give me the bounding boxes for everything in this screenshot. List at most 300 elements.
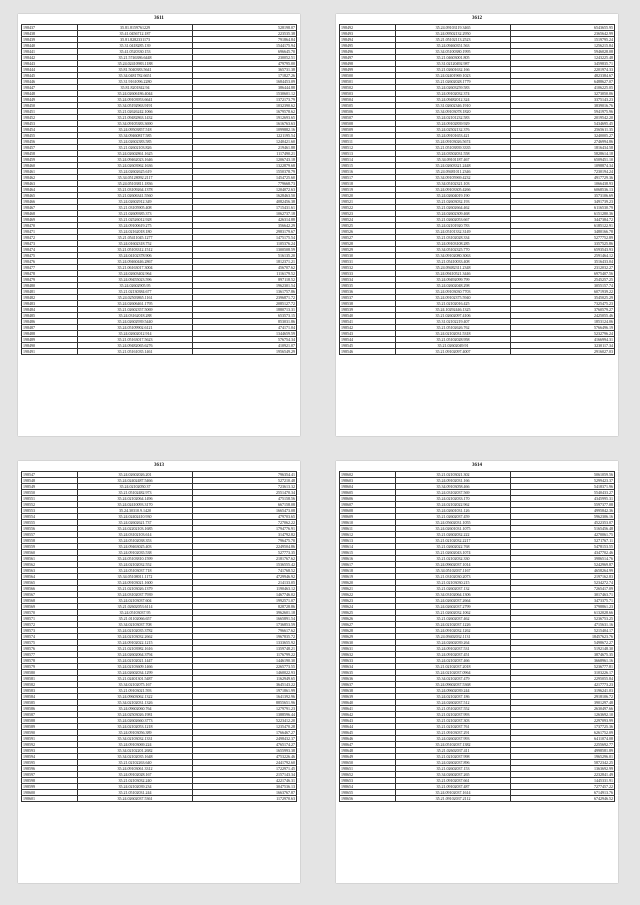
value-cell: 4217773.23 [510, 682, 614, 688]
value-cell: 3375143.23 [510, 97, 614, 103]
coordinate-cell: 35.34.02102037.479 [396, 676, 511, 682]
row-id-cell: 198570 [22, 610, 78, 616]
coordinate-cell: 35.21.05411045.1277 [78, 235, 193, 241]
row-id-cell: 198513 [340, 151, 396, 157]
coordinate-cell: 35.21.02602097.4106 [396, 313, 511, 319]
row-id-cell: 198525 [340, 223, 396, 229]
row-id-cell: 198608 [340, 508, 396, 514]
coordinate-table [339, 24, 615, 355]
row-id-cell: 198470 [22, 223, 78, 229]
row-id-cell: 198586 [22, 706, 78, 712]
value-cell: 1475175.54 [192, 235, 296, 241]
value-cell: 1300508.59 [192, 247, 296, 253]
coordinate-cell: 35.24.02202103.1685 [78, 526, 193, 532]
coordinate-cell: 35.24.02102039.234 [78, 784, 193, 790]
coordinate-cell: 35.21.02401301.5487 [78, 676, 193, 682]
row-id-cell: 198651 [340, 766, 396, 772]
value-cell: 6068536.13 [510, 187, 614, 193]
row-id-cell: 198506 [340, 109, 396, 115]
row-id-cell: 198517 [340, 175, 396, 181]
row-id-cell: 198448 [22, 91, 78, 97]
row-id-cell: 198574 [22, 634, 78, 640]
value-cell: 1256215.84 [510, 43, 614, 49]
value-cell: 576754.34 [192, 337, 296, 343]
page-sheet-3613 [18, 461, 300, 883]
row-id-cell: 198549 [22, 484, 78, 490]
row-id-cell: 198527 [340, 235, 396, 241]
coordinate-cell: 35.24.02602037.5361 [78, 796, 193, 802]
value-cell: 3017463.71 [510, 592, 614, 598]
coordinate-cell: 35.24.02602026.201 [78, 472, 193, 478]
row-id-cell: 198475 [22, 253, 78, 259]
value-cell: 223535.38 [192, 31, 296, 37]
value-cell: 2019542.20 [510, 115, 614, 121]
coordinate-cell: 35.21.02102263.640 [78, 760, 193, 766]
value-cell: 6714913.76 [510, 790, 614, 796]
row-id-cell: 198578 [22, 658, 78, 664]
coordinate-cell: 35.21.05102626.762 [396, 325, 511, 331]
value-cell: 171827.26 [192, 73, 296, 79]
value-cell: 5828614.18 [510, 151, 614, 157]
row-id-cell: 198656 [340, 796, 396, 802]
row-id-cell: 198447 [22, 85, 78, 91]
coordinate-cell: 35.34.0481782.6651 [78, 73, 193, 79]
value-cell: 2425055.46 [510, 313, 614, 319]
coordinate-cell: 35.24.05103810.1599 [78, 556, 193, 562]
row-id-cell: 198496 [340, 49, 396, 55]
row-id-cell: 198469 [22, 217, 78, 223]
row-id-cell: 198507 [340, 115, 396, 121]
row-id-cell: 198439 [22, 37, 78, 43]
coordinate-cell: 35.31.02102219.407 [396, 319, 511, 325]
row-id-cell: 198503 [340, 91, 396, 97]
value-cell: 5597377.08 [510, 502, 614, 508]
value-cell: 6261752.09 [510, 730, 614, 736]
row-id-cell: 198591 [22, 736, 78, 742]
value-cell: 4995842.36 [510, 508, 614, 514]
coordinate-cell: 35.34.09102080.3063 [396, 253, 511, 259]
page-title: 3614 [472, 463, 482, 468]
value-cell: 1240421.60 [192, 139, 296, 145]
coordinate-cell: 35.24.02102035.3782 [78, 628, 193, 634]
row-id-cell: 198638 [340, 688, 396, 694]
row-id-cell: 198641 [340, 706, 396, 712]
coordinate-cell: 35.34.05108011.1172 [78, 574, 193, 580]
value-cell: 2441792.60 [192, 760, 296, 766]
page-title: 3612 [472, 16, 482, 21]
coordinate-cell: 35.21.05410033.408 [396, 259, 511, 265]
coordinate-cell: 35.24.02602621.737 [78, 520, 193, 526]
value-cell: 214133.05 [192, 580, 296, 586]
row-id-cell: 198531 [340, 259, 396, 265]
row-id-cell: 198565 [22, 580, 78, 586]
coordinate-cell: 35.21.05102037.552 [396, 706, 511, 712]
coordinate-cell: 35.21.02602037.459 [396, 514, 511, 520]
coordinate-cell: 35.21.02626242.1066 [78, 109, 193, 115]
coordinate-table [21, 471, 297, 802]
value-cell: 653573.15 [192, 313, 296, 319]
row-id-cell: 198453 [22, 121, 78, 127]
row-id-cell: 198541 [340, 319, 396, 325]
value-cell: 4658264.99 [510, 568, 614, 574]
coordinate-cell: 35.24.02602037.2799 [396, 604, 511, 610]
row-id-cell: 198621 [340, 586, 396, 592]
value-cell: 6488627.07 [510, 79, 614, 85]
coordinate-cell: 35.21.02602032.1062 [396, 610, 511, 616]
coordinate-cell: 35.24.02602037.896 [396, 760, 511, 766]
row-id-cell: 198512 [340, 145, 396, 151]
value-cell: 1641392.96 [192, 694, 296, 700]
value-cell: 3047536.13 [192, 784, 296, 790]
row-id-cell: 198485 [22, 313, 78, 319]
coordinate-cell: 35.21.02602037.132 [396, 586, 511, 592]
value-cell: 1655993.38 [192, 748, 296, 754]
value-cell: 4917729.36 [510, 175, 614, 181]
value-cell: 3986514.76 [510, 556, 614, 562]
coordinate-cell: 35.24.02102064.1496 [78, 496, 193, 502]
page-sheet-3614 [336, 461, 618, 883]
row-id-cell: 198516 [340, 169, 396, 175]
row-id-cell: 198498 [340, 61, 396, 67]
coordinate-cell: 35.24.04102378.906 [78, 253, 193, 259]
value-cell: 1176799.22 [192, 652, 296, 658]
coordinate-cell: 35.24.02603402.964 [78, 271, 193, 277]
coordinate-cell: 35.21.09102037.487 [396, 784, 511, 790]
coordinate-cell: 35.24.05103037.95 [78, 610, 193, 616]
value-cell: 4270061.75 [510, 532, 614, 538]
value-cell: 1766467.27 [192, 730, 296, 736]
value-cell: 1722971.45 [192, 766, 296, 772]
value-cell: 3230117.34 [510, 343, 614, 349]
value-cell: 2918106.72 [510, 694, 614, 700]
row-id-cell: 198488 [22, 331, 78, 337]
value-cell: 314792.82 [192, 532, 296, 538]
row-id-cell: 198627 [340, 622, 396, 628]
coordinate-cell: 35.81.8159761229 [78, 25, 193, 31]
row-id-cell: 198538 [340, 301, 396, 307]
coordinate-cell: 35.24.02606186.4044 [78, 91, 193, 97]
value-cell: 1372173.79 [192, 97, 296, 103]
row-id-cell: 198526 [340, 229, 396, 235]
coordinate-cell: 35.34.02102031.1326 [78, 700, 193, 706]
coordinate-cell: 35.24.09103056.389 [78, 730, 193, 736]
value-cell: 3760579.27 [510, 307, 614, 313]
row-id-cell: 198615 [340, 550, 396, 556]
value-cell: 1105376.24 [192, 241, 296, 247]
coordinate-cell: 35.21.02606341.5560 [78, 193, 193, 199]
coordinate-cell: 35.81.8201842.94 [78, 85, 193, 91]
coordinate-cell: 35.24.09603062.1322 [78, 694, 193, 700]
value-cell: 1971861.99 [192, 688, 296, 694]
value-cell: 6543655.95 [510, 25, 614, 31]
value-cell: 1715431.61 [192, 205, 296, 211]
row-id-cell: 198480 [22, 283, 78, 289]
row-id-cell: 198563 [22, 568, 78, 574]
coordinate-cell: 35.24.30310.9.1420 [78, 508, 193, 514]
row-id-cell: 198504 [340, 97, 396, 103]
value-cell: 1665473.08 [192, 508, 296, 514]
value-cell: 1965296.01 [510, 754, 614, 760]
coordinate-cell: 35.21.03102028.334 [396, 235, 511, 241]
coordinate-cell: 35.24.09492099.799 [396, 277, 511, 283]
coordinate-cell: 35.24.09102037.1614 [396, 790, 511, 796]
row-id-cell: 198492 [340, 25, 396, 31]
row-id-cell: 198535 [340, 283, 396, 289]
coordinate-cell: 35.24.09503857.518 [78, 127, 193, 133]
row-id-cell: 198487 [22, 325, 78, 331]
coordinate-cell: 35.34.09105969.4232 [396, 175, 511, 181]
value-cell: 5277752.89 [510, 235, 614, 241]
coordinate-cell: 35.24.09502132.2950 [396, 31, 511, 37]
value-cell: 5215404.17 [510, 628, 614, 634]
row-id-cell: 198655 [340, 790, 396, 796]
coordinate-cell: 35.34.02102035.1648 [78, 754, 193, 760]
coordinate-cell: 35.21.05161035.1461 [78, 349, 193, 355]
coordinate-cell: 35.24.02602037.512 [396, 700, 511, 706]
value-cell: 2201974.33 [510, 67, 614, 73]
value-cell: 527773.35 [192, 550, 296, 556]
row-id-cell: 198536 [340, 289, 396, 295]
row-id-cell: 198451 [22, 109, 78, 115]
row-id-cell: 198462 [22, 175, 78, 181]
coordinate-cell: 35.21.04603001.805 [396, 55, 511, 61]
value-cell: 4753226.46 [192, 754, 296, 760]
coordinate-cell: 35.21.02102037.303 [396, 718, 511, 724]
row-id-cell: 198491 [22, 349, 78, 355]
coordinate-table [21, 24, 297, 355]
coordinate-cell: 35.24.02602012.914 [78, 331, 193, 337]
row-id-cell: 198455 [22, 133, 78, 139]
row-id-cell: 198614 [340, 544, 396, 550]
value-cell: 5165456.48 [510, 526, 614, 532]
coordinate-cell: 35.34.05102325.770 [396, 247, 511, 253]
value-cell: 2983179.67 [192, 229, 296, 235]
coordinate-cell: 35.34.09101187.467 [396, 157, 511, 163]
coordinate-cell: 35.21.02102032.2217 [396, 538, 511, 544]
row-id-cell: 198509 [340, 127, 396, 133]
row-id-cell: 198560 [22, 550, 78, 556]
coordinate-cell: 35.24.09102037.451 [396, 652, 511, 658]
value-cell: 1536555.42 [192, 562, 296, 568]
row-id-cell: 198519 [340, 187, 396, 193]
value-cell: 4347702.46 [510, 550, 614, 556]
row-id-cell: 198467 [22, 205, 78, 211]
coordinate-cell: 35.21.06163017.3004 [78, 265, 193, 271]
row-id-cell: 198476 [22, 259, 78, 265]
value-cell: 6116530.79 [510, 205, 614, 211]
row-id-cell: 198542 [340, 325, 396, 331]
coordinate-cell: 35.24.02102037.0964 [396, 670, 511, 676]
coordinate-cell: 35.21.02602357.5069 [78, 307, 193, 313]
coordinate-cell: 35.41.0456712.187 [78, 31, 193, 37]
coordinate-cell: 35.21.02103021.302 [396, 472, 511, 478]
row-id-cell: 198445 [22, 73, 78, 79]
coordinate-cell: 35.21.05102113.2523 [396, 37, 511, 43]
value-cell: 4522353.07 [510, 520, 614, 526]
row-id-cell: 198558 [22, 538, 78, 544]
row-id-cell: 198610 [340, 520, 396, 526]
table-row [340, 796, 615, 802]
coordinate-cell: 35.31.02120492.987 [396, 61, 511, 67]
coordinate-cell: 35.21.09103021.593 [78, 688, 193, 694]
value-cell: 853031.86 [192, 319, 296, 325]
row-id-cell: 198501 [340, 79, 396, 85]
coordinate-cell: 35.21.02602049.91 [396, 343, 511, 349]
value-cell: 1794776.91 [192, 526, 296, 532]
coordinate-cell: 35.24.09402032.1131 [396, 634, 511, 640]
value-cell: 2197162.83 [510, 574, 614, 580]
coordinate-cell: 35.21.09482863.1432 [78, 115, 193, 121]
coordinate-cell: 35.24.02103609.1466 [78, 664, 193, 670]
value-cell: 2916027.03 [510, 349, 614, 355]
coordinate-cell: 35.24.09462023.1646 [78, 157, 193, 163]
coordinate-cell: 35.24.05102037.1382 [396, 742, 511, 748]
row-id-cell: 198607 [340, 502, 396, 508]
value-cell: 456707.62 [192, 265, 296, 271]
coordinate-cell: 35.24.02102037.466 [396, 658, 511, 664]
coordinate-cell: 35.21.02103032.240 [78, 778, 193, 784]
coordinate-cell: 35.24.02503026.1981 [78, 712, 193, 718]
value-cell: 3668961.16 [510, 658, 614, 664]
row-id-cell: 198548 [22, 478, 78, 484]
value-cell: 796475.70 [192, 538, 296, 544]
row-id-cell: 198495 [340, 43, 396, 49]
coordinate-cell: 35.34.02602037.265 [396, 772, 511, 778]
coordinate-cell: 35.24.02102037.1226 [396, 622, 511, 628]
row-id-cell: 198604 [340, 484, 396, 490]
row-id-cell: 198569 [22, 604, 78, 610]
value-cell: 3273050.06 [510, 91, 614, 97]
coordinate-cell: 35.21.02102037.2018 [396, 664, 511, 670]
coordinate-cell: 35.21.05103839.3335 [396, 145, 511, 151]
coordinate-cell: 35.34.05128092.2117 [78, 175, 193, 181]
coordinate-cell: 35.31.02602346.1910 [396, 103, 511, 109]
row-id-cell: 198553 [22, 508, 78, 514]
value-cell: 4765174.27 [192, 742, 296, 748]
row-id-cell: 198552 [22, 502, 78, 508]
row-id-cell: 198616 [340, 556, 396, 562]
value-cell: 8855651.96 [192, 700, 296, 706]
row-id-cell: 198523 [340, 211, 396, 217]
row-id-cell: 198557 [22, 532, 78, 538]
value-cell: 1616763.63 [192, 121, 296, 127]
value-cell: 2551470.34 [192, 490, 296, 496]
value-cell: 1066438.93 [510, 181, 614, 187]
row-id-cell: 198551 [22, 496, 78, 502]
row-id-cell: 198566 [22, 586, 78, 592]
row-id-cell: 198502 [340, 85, 396, 91]
value-cell: 5299423.37 [510, 478, 614, 484]
page-sheet-3611 [18, 14, 300, 436]
value-cell: 6151280.36 [510, 211, 614, 217]
row-id-cell: 198592 [22, 742, 78, 748]
coordinate-cell: 35.24.09463025.403 [78, 544, 193, 550]
value-cell: 1359748.21 [192, 646, 296, 652]
row-id-cell: 198532 [340, 265, 396, 271]
row-id-cell: 198620 [340, 580, 396, 586]
coordinate-cell: 35.24.09103069.224 [78, 742, 193, 748]
row-id-cell: 198508 [340, 121, 396, 127]
row-id-cell: 198556 [22, 526, 78, 532]
value-cell: 3874675.35 [510, 652, 614, 658]
row-id-cell: 198642 [340, 712, 396, 718]
value-cell: 2085127.72 [192, 301, 296, 307]
value-cell: 1956549.29 [192, 349, 296, 355]
value-cell: 5236777.81 [510, 664, 614, 670]
coordinate-cell: 35.21.09103037.291 [396, 730, 511, 736]
coordinate-cell: 35.24.03502031.558 [396, 151, 511, 157]
value-cell: 667158.08 [192, 502, 296, 508]
row-id-cell: 198631 [340, 646, 396, 652]
value-cell: 1446190.30 [192, 658, 296, 664]
coordinate-table [339, 471, 615, 802]
coordinate-cell: 35.21.03109264.1378 [78, 187, 193, 193]
value-cell: 897118.52 [192, 277, 296, 283]
row-id-cell: 198575 [22, 640, 78, 646]
row-id-cell: 198454 [22, 127, 78, 133]
row-id-cell: 198463 [22, 181, 78, 187]
row-id-cell: 198636 [340, 676, 396, 682]
coordinate-cell: 35.21.02102032.330 [396, 556, 511, 562]
row-id-cell: 198649 [340, 754, 396, 760]
coordinate-cell: 35.24.02402410.930 [78, 514, 193, 520]
value-cell: 1519795.24 [510, 37, 614, 43]
table-row [22, 349, 297, 355]
coordinate-cell: 35.21.02103026.1379 [78, 586, 193, 592]
value-cell: 527210.48 [192, 478, 296, 484]
coordinate-cell: 35.34.02102201.2682 [78, 748, 193, 754]
row-id-cell: 198545 [340, 343, 396, 349]
value-cell: 1032390.62 [192, 103, 296, 109]
coordinate-cell: 35.24.09102028.167 [78, 772, 193, 778]
value-cell: 1388596.44 [192, 712, 296, 718]
row-id-cell: 198577 [22, 652, 78, 658]
value-cell: 7265417.09 [510, 586, 614, 592]
row-id-cell: 198505 [340, 103, 396, 109]
row-id-cell: 198588 [22, 718, 78, 724]
row-id-cell: 198567 [22, 592, 78, 598]
value-cell: 3473375.71 [510, 598, 614, 604]
coordinate-cell: 35.24.09103061.3312 [78, 766, 193, 772]
coordinate-cell: 35.21.05102482.973 [78, 490, 193, 496]
value-cell: 2545257.25 [510, 277, 614, 283]
coordinate-cell: 35.34.02103032.1331 [78, 736, 193, 742]
row-id-cell: 198481 [22, 289, 78, 295]
coordinate-cell: 35.24.09602060.764 [78, 706, 193, 712]
value-cell: 1530601.12 [192, 91, 296, 97]
value-cell: 1363692.99 [510, 766, 614, 772]
value-cell: 5192148.30 [510, 646, 614, 652]
row-id-cell: 198648 [340, 748, 396, 754]
row-id-cell: 198438 [22, 31, 78, 37]
coordinate-cell: 35.24.09102022.1215 [78, 640, 193, 646]
row-id-cell: 198546 [340, 349, 396, 355]
row-id-cell: 198561 [22, 556, 78, 562]
value-cell: 796617.62 [192, 628, 296, 634]
value-cell: 1221195.54 [192, 133, 296, 139]
coordinate-cell: 35.21.02602103.826 [78, 145, 193, 151]
row-id-cell: 198544 [340, 337, 396, 343]
value-cell: 219461.88 [192, 145, 296, 151]
value-cell: 230052.51 [192, 55, 296, 61]
row-id-cell: 198645 [340, 730, 396, 736]
row-id-cell: 198559 [22, 544, 78, 550]
value-cell: 3901297.48 [510, 700, 614, 706]
row-id-cell: 198605 [340, 490, 396, 496]
row-id-cell: 198622 [340, 592, 396, 598]
coordinate-cell: 35.24.02602309.468 [396, 211, 511, 217]
coordinate-cell: 35.24.03102037.569 [396, 490, 511, 496]
